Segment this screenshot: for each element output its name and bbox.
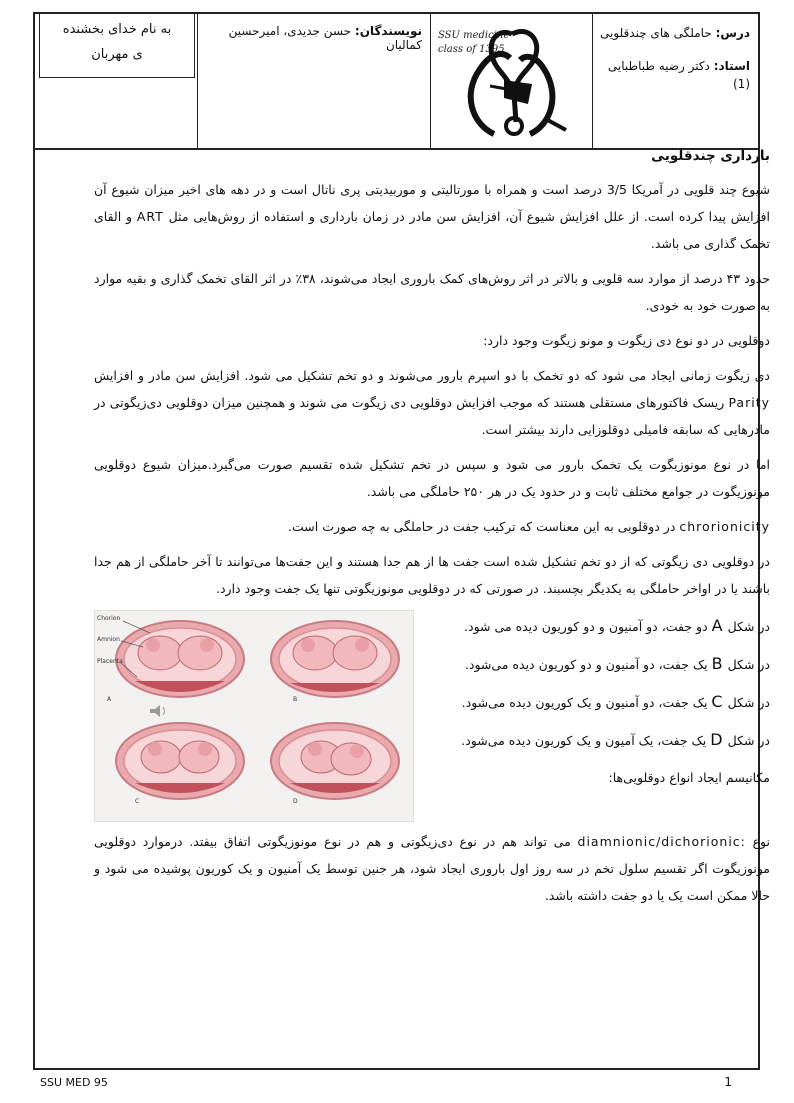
speaker-icon bbox=[150, 705, 165, 717]
panel-b-label: B bbox=[293, 696, 298, 703]
parity-term: Parity bbox=[728, 395, 770, 410]
paragraph-placenta: در دوقلویی دی زیگوتی که از دو تخم تشکیل شده است جفت ها از هم جدا هستند و این جفت‌ها می‌توانند تا آخر حاملگی از هم جدا باشند یا در اواخر حاملگی به یکدیگر بچسبند. در صورتی که در دوقلویی مونوزیگوتی تنها یک جفت وجود دارد. bbox=[94, 554, 770, 596]
panel-b-illustration bbox=[271, 621, 399, 697]
document-title: بارداری چندقلویی bbox=[651, 148, 770, 164]
caption-d-prefix: در شکل bbox=[727, 733, 770, 748]
twin-illustration bbox=[95, 611, 413, 821]
paragraph-types: دوقلویی در دو نوع دی زیگوت و مونو زیگوت وجود دارد: bbox=[483, 333, 770, 348]
course-line bbox=[599, 24, 750, 43]
panel-a-label: A bbox=[107, 696, 112, 703]
caption-a-text: دو جفت، دو آمنیون و دو کوریون دیده می شود. bbox=[464, 619, 708, 634]
panel-d-illustration bbox=[271, 723, 399, 799]
diamnionic-term: diamnionic/dichorionic: bbox=[577, 834, 746, 849]
authors-cell bbox=[197, 14, 430, 148]
bismillah-cell bbox=[35, 14, 197, 148]
teacher-line bbox=[599, 57, 750, 76]
caption-b-text: یک جفت، دو آمنیون و دو کوریون دیده می‌شود. bbox=[464, 657, 708, 672]
logo-cell bbox=[430, 14, 592, 148]
caption-d-text: یک جفت، یک آمیون و یک کوریون دیده می‌شود. bbox=[461, 733, 707, 748]
logo-text-line2: class of 1395 bbox=[438, 44, 505, 55]
teacher-label: استاد: bbox=[713, 58, 750, 73]
teacher-value: دکتر رضیه طباطبایی bbox=[607, 58, 710, 73]
bismillah-line2: ی مهربان bbox=[91, 46, 143, 62]
paragraph-diamnionic-text: می تواند هم در نوع دی‌زیگوتی و هم در نوع مونوزیگوتی اتفاق بیفتد. درموارد دوقلویی مونوزیگوت اگر تقسیم سلول تخم در سه روز اول باروری ایجاد شود، هر جنین توسط یک آمنیون و یک کوریون پوشیده می شود و حالا ممکن است یک یا دو جفت داشته باشد. bbox=[94, 834, 770, 903]
paragraph-dizygotic-end: ریسک فاکتورهای مستقلی هستند که موجب افزایش دوقلویی دی زیگوت می شوند و همچنین میزان دوقلویی دی‌زیگوتی در مادرهایی که سابقه فامیلی دوقلوزایی دارند بیشتر است. bbox=[94, 395, 770, 437]
paragraph-chorionicity-text: در دوقلویی به این معناست که ترکیب جفت در حاملگی به چه صورت است. bbox=[288, 519, 676, 534]
caption-d bbox=[430, 724, 770, 756]
paragraph-diamnionic bbox=[94, 828, 770, 909]
footer-label: SSU MED 95 bbox=[40, 1076, 108, 1089]
caption-a-prefix: در شکل bbox=[727, 619, 770, 634]
logo-text-line1: SSU medicine bbox=[438, 30, 510, 41]
twin-placentation-figure bbox=[94, 610, 414, 822]
mechanism-heading: مکانیسم ایجاد انواع دوقلویی‌ها: bbox=[608, 770, 770, 785]
document-body bbox=[94, 143, 770, 917]
paragraph-chorionicity bbox=[94, 513, 770, 540]
panel-d-label: D bbox=[293, 798, 298, 805]
page-number: 1 bbox=[724, 1075, 732, 1089]
paragraph-prevalence-text: شیوع چند قلویی در آمریکا 3/5 درصد است و همراه با مورتالیتی و موربیدیتی پری ناتال است و در دهه های اخیر میزان شیوع آن افزایش پیدا کرده است. از علل افزایش شیوع آن، افزایش سن مادر در زمان بارداری و استفاده از روش‌هایی مثل bbox=[94, 182, 771, 224]
caption-a bbox=[430, 610, 770, 642]
paragraph-prevalence bbox=[94, 176, 770, 257]
figure-section bbox=[94, 610, 770, 826]
caption-c-letter: C bbox=[711, 692, 724, 711]
panel-c-illustration bbox=[116, 723, 244, 799]
label-chorion: Chorion bbox=[97, 615, 121, 622]
caption-b-letter: B bbox=[711, 654, 724, 673]
caption-c bbox=[430, 686, 770, 718]
chorionicity-term: chrorionicity bbox=[679, 519, 770, 534]
caption-d-letter: D bbox=[710, 730, 724, 749]
panel-c-label: C bbox=[135, 798, 140, 805]
caption-b bbox=[430, 648, 770, 680]
paragraph-monozygotic: اما در نوع مونوزیگوت یک تخمک بارور می شود و سپس در تخم تشکیل شده تقسیم صورت می‌گیرد.میزان شیوع دوقلویی مونوزیگوت در جوامع مختلف ثابت و در حدود یک در هر ۲۵۰ حاملگی می باشد. bbox=[94, 457, 770, 499]
paragraph-dizygotic-text: دی زیگوت زمانی ایجاد می شود که دو تخمک با دو اسپرم بارور می‌شوند و دو تخم تشکیل می شود. افزایش سن مادر و افزایش bbox=[94, 368, 770, 383]
label-placenta: Placenta bbox=[97, 658, 123, 665]
paragraph-prevalence-end: و القای تخمک گذاری می باشد. bbox=[94, 209, 770, 251]
bismillah-box bbox=[39, 14, 195, 78]
paragraph-dizygotic bbox=[94, 362, 770, 443]
art-term: ART bbox=[136, 209, 164, 224]
ssu-medicine-logo bbox=[432, 14, 592, 146]
label-amnion: Amnion bbox=[97, 636, 120, 643]
caption-a-letter: A bbox=[711, 616, 724, 635]
panel-a-illustration bbox=[116, 621, 244, 697]
bismillah-line1: به نام خدای بخشنده bbox=[62, 22, 172, 37]
authors-value: حسن جدیدی، امیرحسین کمالیان bbox=[228, 24, 422, 52]
session-number: (1) bbox=[732, 77, 750, 92]
paragraph-diamnionic-prefix: نوع bbox=[752, 834, 770, 849]
caption-c-text: یک جفت، دو آمنیون و یک کوریون دیده می‌شود. bbox=[461, 695, 708, 710]
caption-c-prefix: در شکل bbox=[727, 695, 770, 710]
course-cell bbox=[592, 14, 758, 148]
authors-label: نویسندگان: bbox=[354, 24, 422, 38]
course-value: حاملگی های چندقلویی bbox=[600, 26, 712, 40]
header-table bbox=[35, 14, 758, 150]
figure-captions bbox=[430, 610, 770, 799]
caption-b-prefix: در شکل bbox=[727, 657, 770, 672]
paragraph-triplets: حدود ۴۳ درصد از موارد سه قلویی و بالاتر در اثر روش‌های کمک باروری ایجاد می‌شوند، ۳۸٪ در اثر القای تخمک گذاری و بقیه موارد به صورت خود به خودی. bbox=[94, 271, 770, 313]
course-label: درس: bbox=[715, 26, 750, 40]
